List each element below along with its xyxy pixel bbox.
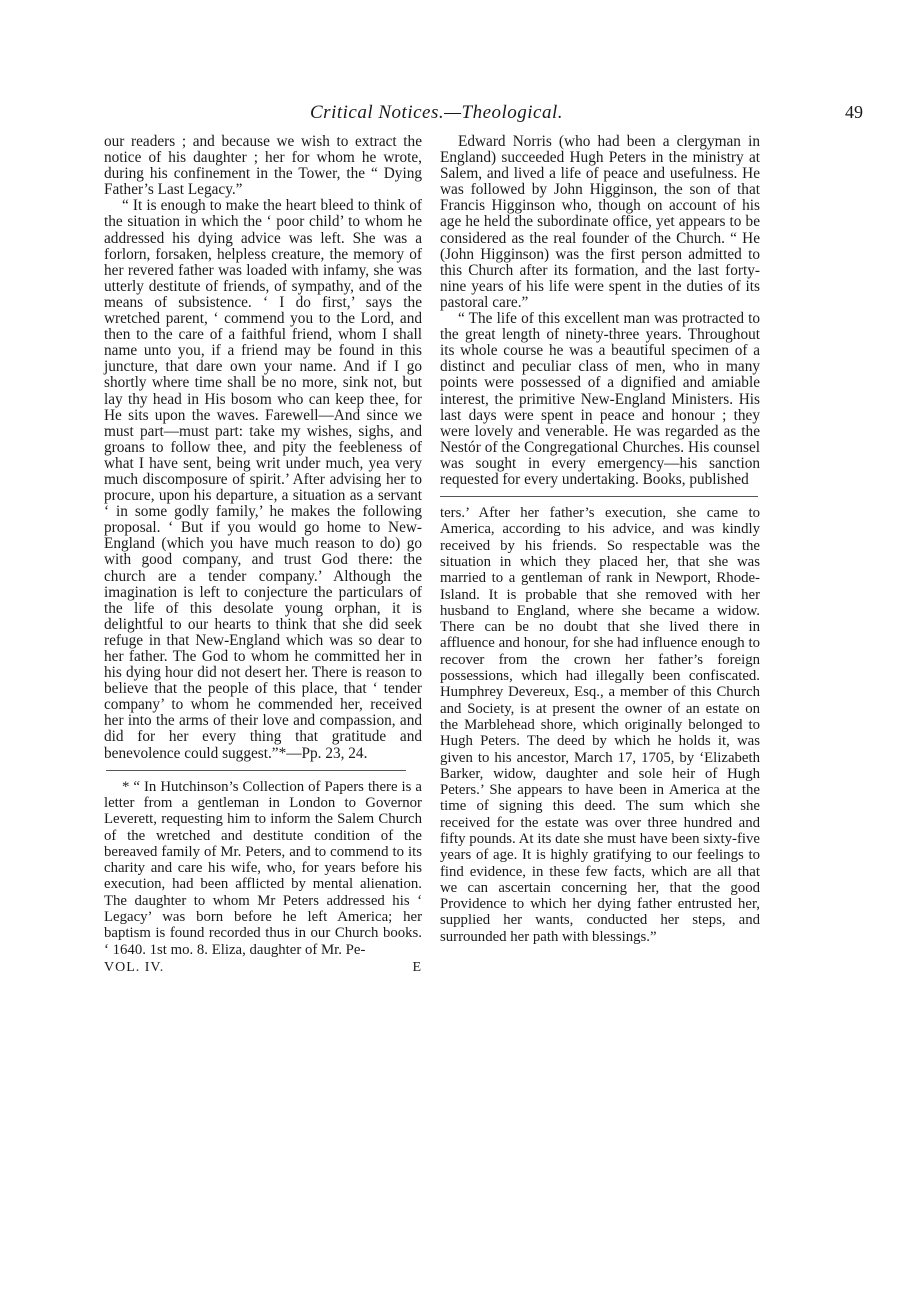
footnote-rule xyxy=(440,496,758,497)
page-footer xyxy=(104,960,422,976)
footnote-continued: ters.’ After her father’s execution, she came to America, according to his advice, and was kindly received by his friends. So respectable was the situation in which they placed her, that she was married to a gentleman of rank in Newport, Rhode-Island. It is probable that she removed with her husband to England, where she became a widow. There can be no doubt that she lived there in affluence and honour, for she had influence enough to recover from the crown her father’s foreign possessions, which had illegally been confiscated. Humphrey Devereux, Esq., a member of this Church and Society, is at present the owner of an estate on the Marblehead shore, which originally belonged to Hugh Peters. The deed by which he holds it, was given to his ancestor, March 17, 1705, by ‘Elizabeth Barker, widow, daughter and sole heir of Hugh Peters.’ She appears to have been in America at the time of signing this deed. The sum which she received for the estate was over three hundred and fifty pounds. At its date she must have been sixty-five years of age. It is highly gratifying to our feelings to find evidence, in these few facts, which are all that we can ascertain concerning her, that the good Providence to which her dying father entrusted her, supplied her wants, conducted her steps, and surrounded her path with blessings.” xyxy=(440,505,760,945)
paragraph: “ It is enough to make the heart bleed to think of the situation in which the ‘ poor child’ to whom he addressed his dying advice was left. She was a forlorn, forsaken, helpless creature, the memory of her revered father was loaded with infamy, she was utterly destitute of friends, of sympathy, and of the means of subsistence. ‘ I do first,’ says the wretched parent, ‘ commend you to the Lord, and then to the care of a faithful friend, whom I shall name unto you, if a friend may be found in this juncture, that dare own your name. And if I go shortly where time shall be no more, sink not, but lay thy head in His bosom who can keep thee, for He sits upon the waves. Farewell—And since we must part—must part: take my wishes, sighs, and groans to follow thee, and pity the feebleness of what I have sent, being writ under much, yea very much discomposure of spirit.’ After advising her to procure, upon his departure, a situation as a servant ‘ in some godly family,’ he makes the following proposal. ‘ But if you would go home to New-England (which you have much reason to do) go with good company, and trust God there: the church are a tender company.’ Although the imagination is left to conjecture the particulars of the life of this desolate young orphan, it is delightful to our hearts to think that she did seek refuge in that New-England which was so dear to her father. The God to whom he committed her in his dying hour did not desert her. There is reason to believe that the people of this place, that ‘ tender company’ to whom he commended her, received her into the arms of their love and compassion, and did for her every thing that gratitude and benevolence could suggest.”*—Pp. 23, 24. xyxy=(104,197,422,762)
volume-label: VOL. IV. xyxy=(104,959,165,975)
paragraph: our readers ; and because we wish to extract the notice of his daughter ; her for whom he wrote, during his confinement in the Tower, the “ Dying Father’s Last Legacy.” xyxy=(104,133,422,199)
running-title: Critical Notices.—Theological. xyxy=(310,102,564,123)
left-column xyxy=(104,134,422,976)
paragraph: “ The life of this excellent man was protracted to the great length of ninety-three years. Throughout its whole course he was a beautiful specimen of a distinct and peculiar class of men, who in many points were possessed of a dignified and amiable interest, the primitive New-England Ministers. His last days were spent in peace and honour ; they were lovely and venerable. He was regarded as the Nestór of the Congregational Churches. His counsel was sought in every emergency—his sanction requested for every undertaking. Books, published xyxy=(440,310,760,488)
right-column xyxy=(440,134,760,945)
running-head xyxy=(100,102,863,124)
signature-mark: E xyxy=(412,959,422,975)
paragraph: Edward Norris (who had been a clergyman in England) succeeded Hugh Peters in the ministry at Salem, and lived a life of peace and usefulness. He was followed by John Higginson, the son of that Francis Higginson who, though on account of his age he held the subordinate office, yet appears to be considered as the real founder of the Church. “ He (John Higginson) was the first person admitted to this Church after its formation, and the last forty-nine years of his life were spent in the duties of its pastoral care.” xyxy=(440,133,760,311)
page-number: 49 xyxy=(845,102,863,122)
footnote: * “ In Hutchinson’s Collection of Papers there is a letter from a gentleman in London to Governor Leverett, requesting him to inform the Salem Church of the wretched and destitute condition of the bereaved family of Mr. Peters, and to commend to its charity and care his wife, who, for years before his execution, had been afflicted by mental alienation. The daughter to whom Mr Peters addressed his ‘ Legacy’ was born before he left America; her baptism is found recorded thus in our Church books. ‘ 1640. 1st mo. 8. Eliza, daughter of Mr. Pe- xyxy=(104,778,422,958)
footnote-rule xyxy=(106,770,406,771)
